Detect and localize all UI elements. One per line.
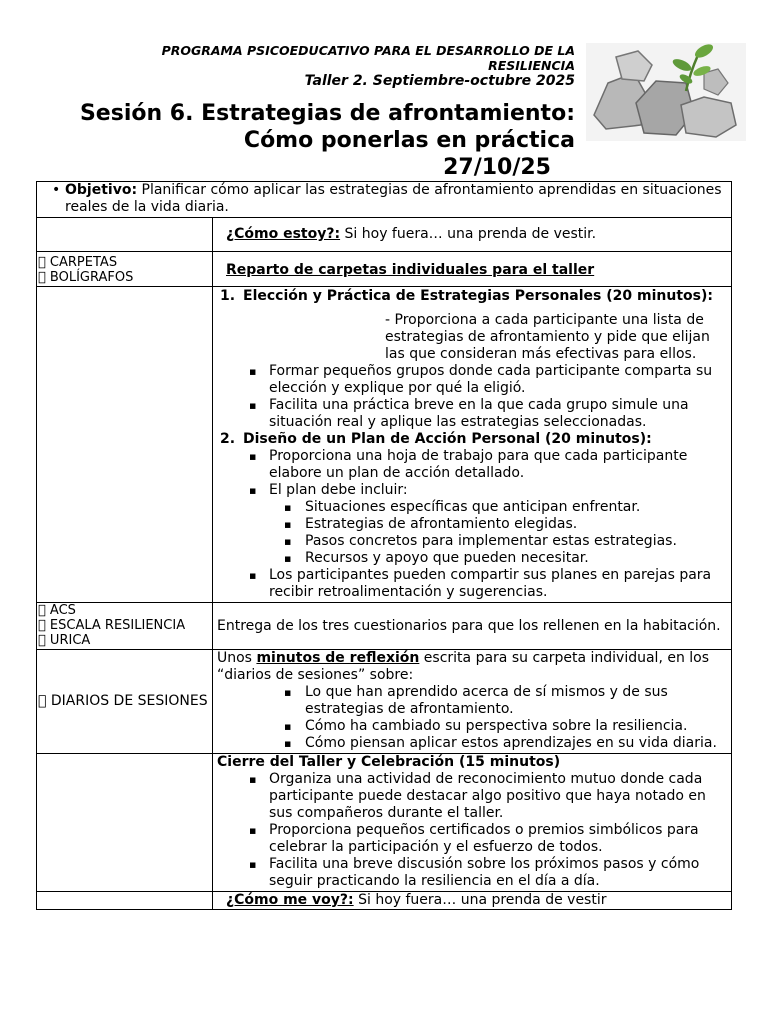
resource-acs: ACS bbox=[38, 603, 64, 618]
list-item: ▪ Facilita una práctica breve en la que cada grupo simule una situación real y aplique las estrategias seleccionadas. bbox=[213, 397, 727, 431]
section2-list-a bbox=[213, 448, 727, 499]
section2-list-b bbox=[213, 567, 727, 601]
list-item: ▪ Proporciona una hoja de trabajo para que cada participante elabore un plan de acción detallado. bbox=[213, 448, 727, 482]
como-me-voy-label: ¿Cómo me voy?: bbox=[226, 892, 354, 908]
reflexion-intro-bold: minutos de reflexión bbox=[256, 650, 420, 666]
list-item: ▪ Formar pequeños grupos donde cada participante comparta su elección y explique por qué la eligió. bbox=[213, 363, 727, 397]
list-item: ▪ Organiza una actividad de reconocimiento mutuo donde cada participante puede destacar algo positivo que haya notado en sus compañeros durante el taller. bbox=[213, 771, 727, 822]
objective-label: Objetivo: bbox=[65, 182, 138, 198]
como-estoy-text: Si hoy fuera… una prenda de vestir. bbox=[340, 226, 597, 242]
program-title: PROGRAMA PSICOEDUCATIVO PARA EL DESARROLLO DE LA RESILIENCIA bbox=[161, 43, 575, 73]
stones-with-sprout-icon bbox=[586, 43, 746, 141]
activity-cell bbox=[213, 603, 732, 650]
reflexion-intro-a: Unos bbox=[217, 650, 257, 666]
resources-cell bbox=[37, 218, 213, 252]
section1-list bbox=[213, 363, 727, 431]
list-item: ▪ Recursos y apoyo que pueden necesitar. bbox=[213, 550, 727, 567]
cuestionarios-row bbox=[37, 603, 732, 650]
activity-cell bbox=[213, 754, 732, 892]
list-item: ▪ Proporciona pequeños certificados o premios simbólicos para celebrar la participación y el esfuerzo de todos. bbox=[213, 822, 727, 856]
como-me-voy-text: Si hoy fuera… una prenda de vestir bbox=[353, 892, 607, 908]
list-item: ▪ Lo que han aprendido acerca de sí mismos y de sus estrategias de afrontamiento. bbox=[213, 684, 727, 718]
reflexion-intro bbox=[217, 650, 727, 684]
session-title bbox=[15, 100, 575, 154]
section1-paragraph: - Proporciona a cada participante una lista de estrategias de afrontamiento y pide que elijan las que consideran más efectivas para ellos. bbox=[385, 312, 710, 362]
reflexion-list bbox=[213, 684, 727, 752]
practica-row bbox=[37, 287, 732, 603]
resource-diarios: DIARIOS DE SESIONES bbox=[38, 693, 195, 709]
resources-cell bbox=[37, 603, 213, 650]
cierre-row bbox=[37, 754, 732, 892]
como-estoy-label: ¿Cómo estoy?: bbox=[226, 226, 341, 242]
bullet-icon: • bbox=[52, 182, 61, 198]
session-title-line2: Cómo ponerlas en práctica bbox=[243, 128, 575, 153]
resource-carpetas: CARPETAS bbox=[38, 255, 106, 270]
list-item: ▪ Situaciones específicas que anticipan enfrentar. bbox=[213, 499, 727, 516]
list-item: ▪ Facilita una breve discusión sobre los próximos pasos y cómo seguir practicando la resiliencia en el día a día. bbox=[213, 856, 727, 890]
section2-title: Diseño de un Plan de Acción Personal (20 minutos): bbox=[243, 431, 652, 447]
activity-cell bbox=[213, 650, 732, 754]
list-item: ▪ Pasos concretos para implementar estas estrategias. bbox=[213, 533, 727, 550]
como-me-voy-row bbox=[37, 892, 732, 910]
session-date: 27/10/25 bbox=[443, 155, 551, 180]
list-item: ▪ Estrategias de afrontamiento elegidas. bbox=[213, 516, 727, 533]
activity-cell bbox=[213, 287, 732, 603]
list-item: ▪ El plan debe incluir: bbox=[213, 482, 727, 499]
section1-number: 1. bbox=[220, 288, 236, 304]
objective-row bbox=[37, 182, 732, 218]
section2-number: 2. bbox=[220, 431, 236, 447]
workshop-line: Taller 2. Septiembre-octubre 2025 bbox=[304, 73, 575, 89]
activity-cell bbox=[213, 892, 732, 910]
section2-heading bbox=[213, 431, 727, 448]
resources-cell bbox=[37, 754, 213, 892]
resource-urica: URICA bbox=[38, 633, 79, 648]
section1-title: Elección y Práctica de Estrategias Personales (20 minutos): bbox=[243, 288, 713, 304]
resources-cell bbox=[37, 252, 213, 287]
objective-text: Planificar cómo aplicar las estrategias de afrontamiento aprendidas en situaciones reales de la vida diaria. bbox=[65, 182, 722, 215]
resources-cell bbox=[37, 892, 213, 910]
resources-cell bbox=[37, 287, 213, 603]
cierre-list bbox=[213, 771, 727, 890]
carpetas-row bbox=[37, 252, 732, 287]
list-item: ▪ Los participantes pueden compartir sus planes en parejas para recibir retroalimentación y sugerencias. bbox=[213, 567, 727, 601]
cuestionarios-text: Entrega de los tres cuestionarios para que los rellenen en la habitación. bbox=[217, 617, 721, 634]
session-plan-table bbox=[36, 181, 732, 910]
list-item: ▪ Cómo ha cambiado su perspectiva sobre la resiliencia. bbox=[213, 718, 727, 735]
reflexion-row bbox=[37, 650, 732, 754]
section1-heading bbox=[213, 288, 727, 305]
list-item: ▪ Cómo piensan aplicar estos aprendizajes en su vida diaria. bbox=[213, 735, 727, 752]
document-header bbox=[75, 43, 575, 90]
resource-boligrafos: BOLÍGRAFOS bbox=[38, 270, 122, 285]
resources-cell bbox=[37, 650, 213, 754]
activity-cell bbox=[213, 218, 732, 252]
como-estoy-row bbox=[37, 218, 732, 252]
session-title-line1: Sesión 6. Estrategias de afrontamiento: bbox=[79, 101, 575, 126]
activity-cell bbox=[213, 252, 732, 287]
section2-sublist bbox=[213, 499, 727, 567]
reflexion-intro-b: escrita para su carpeta individual, en los “diarios de sesiones” sobre: bbox=[217, 650, 710, 683]
cierre-title: Cierre del Taller y Celebración (15 minutos) bbox=[217, 754, 561, 770]
resource-escala: ESCALA RESILIENCIA bbox=[38, 618, 174, 633]
carpetas-text: Reparto de carpetas individuales para el taller bbox=[226, 262, 595, 278]
